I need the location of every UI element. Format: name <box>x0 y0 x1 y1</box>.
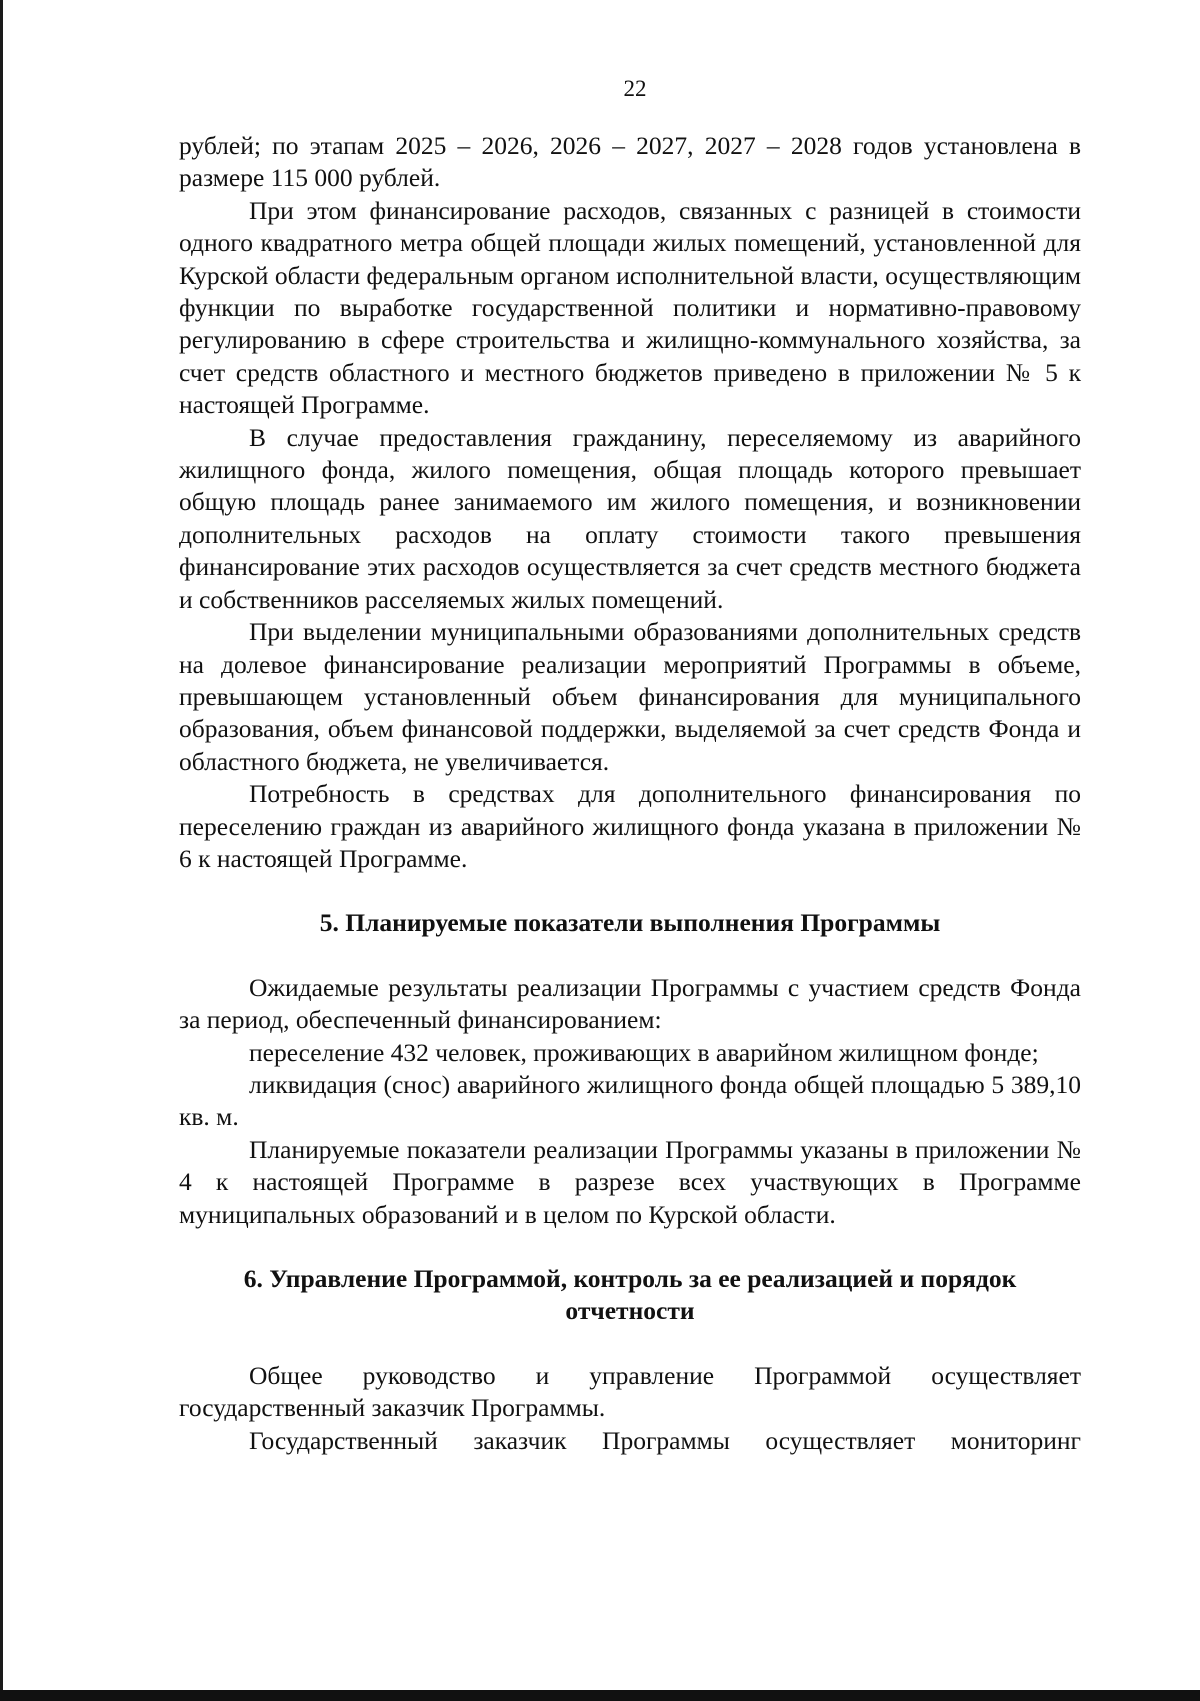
paragraph-monitoring: Государственный заказчик Программы осуществляет мониторинг <box>249 1425 1081 1455</box>
paragraph-municipal-funds: При выделении муниципальными образованиями дополнительных средств на долевое финансирование реализации мероприятий Программы в объеме, превышающем установленный объем финансирования для муниципального образования, объем финансовой поддержки, выделяемой за счет средств Фонда и областного бюджета, не увеличивается. <box>179 617 1081 776</box>
document-body <box>179 130 1081 1457</box>
paragraph-general-management: Общее руководство и управление Программой осуществляет государственный заказчик Программы. <box>179 1360 1081 1423</box>
paragraph-cost-difference: При этом финансирование расходов, связанных с разницей в стоимости одного квадратного метра общей площади жилых помещений, установленной для Курской области федеральным органом исполнительной власти, осуществляющим функции по выработке государственной политики и нормативно-правовому регулированию в сфере строительства и жилищно-коммунального хозяйства, за счет средств областного и местного бюджетов приведено в приложении № 5 к настоящей Программе. <box>179 195 1081 420</box>
paragraph-demolition: ликвидация (снос) аварийного жилищного фонда общей площадью 5 389,10 кв. м. <box>179 1069 1081 1132</box>
section-6-heading-line2: отчетности <box>565 1296 695 1326</box>
scan-edge-left <box>0 0 3 1701</box>
scan-edge-bottom <box>0 1690 1200 1701</box>
paragraph-resettlement: переселение 432 человек, проживающих в аварийном жилищном фонде; <box>249 1037 1039 1067</box>
paragraph-expected-results: Ожидаемые результаты реализации Программы с участием средств Фонда за период, обеспеченный финансированием: <box>179 972 1081 1035</box>
paragraph-additional-area: В случае предоставления гражданину, переселяемому из аварийного жилищного фонда, жилого помещения, общая площадь которого превышает общую площадь ранее занимаемого им жилого помещения, и возникновении дополнительных расходов на оплату стоимости такого превышения финансирование этих расходов осуществляется за счет средств местного бюджета и собственников расселяемых жилых помещений. <box>179 422 1081 614</box>
section-6-heading-line1: 6. Управление Программой, контроль за ее реализацией и порядок <box>243 1264 1017 1293</box>
paragraph-additional-financing: Потребность в средствах для дополнительного финансирования по переселению граждан из аварийного жилищного фонда указана в приложении № 6 к настоящей Программе. <box>179 779 1081 873</box>
paragraph-budget-stages: рублей; по этапам 2025 – 2026, 2026 – 2027, 2027 – 2028 годов установлена в размере 115 000 рублей. <box>179 131 1081 193</box>
page-number: 22 <box>623 76 647 101</box>
paragraph-planned-indicators: Планируемые показатели реализации Программы указаны в приложении № 4 к настоящей Программе в разрезе всех участвующих в Программе муниципальных образований и в целом по Курской области. <box>179 1134 1081 1229</box>
section-5-heading: 5. Планируемые показатели выполнения Программы <box>319 908 941 938</box>
section-6-heading <box>179 1263 1081 1328</box>
